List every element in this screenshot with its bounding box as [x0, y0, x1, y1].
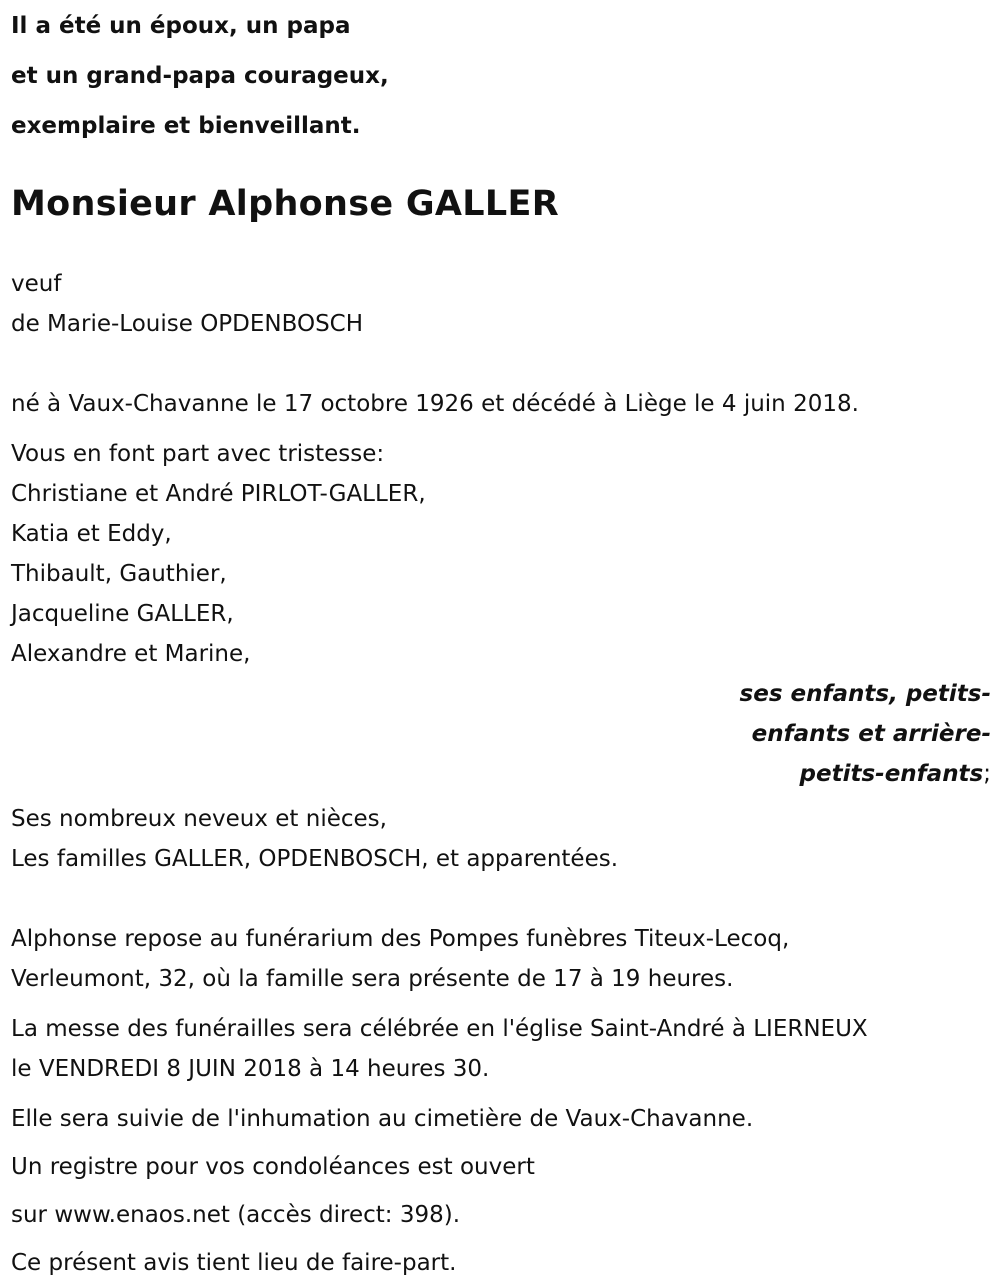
family-member: Thibault, Gauthier, — [11, 561, 227, 587]
relation-line-last — [11, 754, 991, 794]
relation-line: enfants et arrière- — [751, 721, 991, 747]
register-line: sur www.enaos.net (accès direct: 398). — [11, 1202, 461, 1228]
rest-location-line: Alphonse repose au funérarium des Pompes funèbres Titeux-Lecoq, — [11, 926, 790, 952]
mass-line: La messe des funérailles sera célébrée en l'église Saint-André à LIERNEUX — [11, 1016, 868, 1042]
burial-line: Elle sera suivie de l'inhumation au cimetière de Vaux-Chavanne. — [11, 1106, 754, 1132]
death-notice — [11, 0, 991, 1283]
family-member: Katia et Eddy, — [11, 521, 172, 547]
announcement-lead: Vous en font part avec tristesse: — [11, 441, 385, 467]
deceased-name: Monsieur Alphonse GALLER — [11, 184, 559, 224]
mass-line: le VENDREDI 8 JUIN 2018 à 14 heures 30. — [11, 1056, 490, 1082]
spouse-name: de Marie-Louise OPDENBOSCH — [11, 311, 364, 337]
intro-line-2: et un grand-papa courageux, — [11, 63, 389, 89]
family-member: Alexandre et Marine, — [11, 641, 251, 667]
other-relatives: Les familles GALLER, OPDENBOSCH, et apparentées. — [11, 846, 619, 872]
birth-death-line: né à Vaux-Chavanne le 17 octobre 1926 et décédé à Liège le 4 juin 2018. — [11, 391, 859, 417]
relation-line: ses enfants, petits- — [739, 681, 991, 707]
family-relation — [11, 674, 991, 794]
rest-location-line: Verleumont, 32, où la famille sera présente de 17 à 19 heures. — [11, 966, 734, 992]
other-relatives: Ses nombreux neveux et nièces, — [11, 806, 387, 832]
marital-status: veuf — [11, 271, 62, 297]
family-member: Jacqueline GALLER, — [11, 601, 234, 627]
relation-text: petits-enfants — [799, 761, 984, 787]
relation-punctuation: ; — [983, 761, 991, 787]
intro-line-1: Il a été un époux, un papa — [11, 13, 351, 39]
intro-tribute — [11, 0, 991, 152]
intro-line-3: exemplaire et bienveillant. — [11, 113, 361, 139]
register-line: Un registre pour vos condoléances est ouvert — [11, 1154, 535, 1180]
family-member: Christiane et André PIRLOT-GALLER, — [11, 481, 426, 507]
closing-line: Ce présent avis tient lieu de faire-part. — [11, 1250, 457, 1276]
